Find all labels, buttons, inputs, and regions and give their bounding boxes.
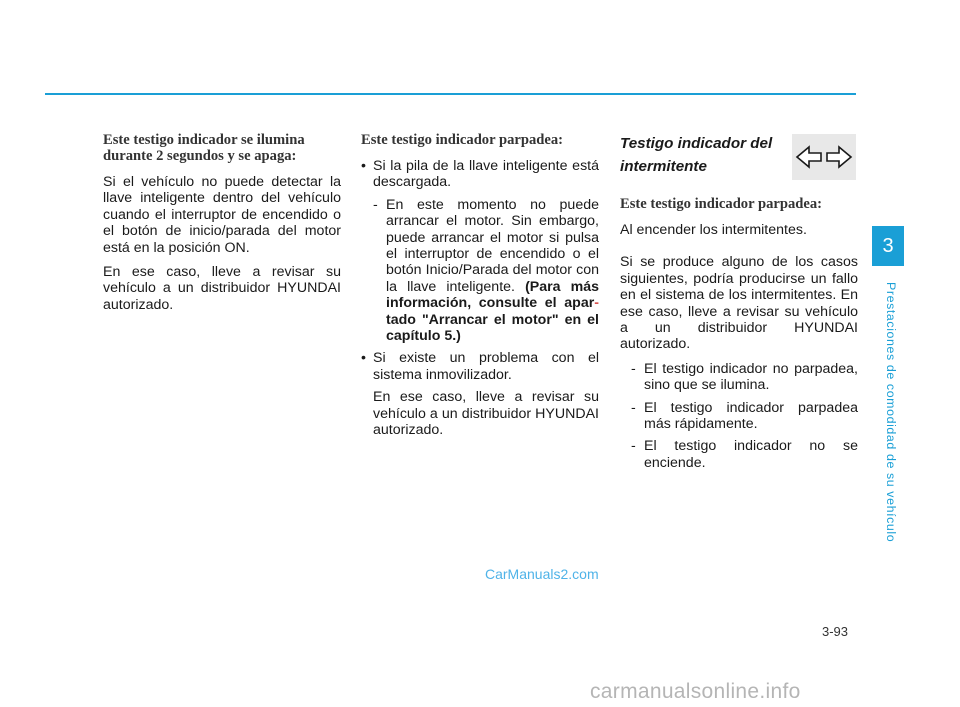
col3-paragraph-1: Al encender los intermitentes. bbox=[620, 222, 807, 238]
col3-heading: Este testigo indicador parpadea: bbox=[620, 196, 823, 212]
dash-marker: - bbox=[631, 438, 636, 455]
col3-title-line-1: Testigo indicador del bbox=[620, 135, 773, 152]
col3-title-line-2: intermitente bbox=[620, 158, 707, 175]
column-3 bbox=[620, 132, 858, 477]
col2-bullet-2 bbox=[361, 350, 599, 383]
col3-dash-1-text: El testigo indicador no parpadea, sino que se ilumina. bbox=[644, 360, 858, 394]
watermark: CarManuals2.com bbox=[485, 566, 599, 582]
dash-marker: - bbox=[373, 196, 378, 213]
col3-dash-3-text: El testigo indicador no se enciende. bbox=[644, 438, 858, 471]
col3-dash-1 bbox=[631, 361, 858, 394]
dash-marker: - bbox=[631, 360, 636, 377]
bullet-marker: • bbox=[361, 158, 366, 174]
col3-dash-2-text: El testigo indicador parpadea más rápidamente. bbox=[644, 399, 858, 433]
chapter-side-label: Prestaciones de comodidad de su vehículo bbox=[884, 282, 898, 543]
dash-marker: - bbox=[631, 399, 636, 416]
col1-paragraph-1: Si el vehículo no puede detectar la llave inteligente dentro del vehículo cuando el interruptor de encendido o el botón de inicio/parada del motor está en la posición ON. bbox=[103, 174, 341, 256]
col2-bullet-2-continuation: En ese caso, lleve a revisar su vehículo a un distribuidor HYUNDAI autorizado. bbox=[373, 389, 599, 439]
col2-bullet-2-text: Si existe un problema con el sistema inmovilizador. bbox=[373, 350, 599, 383]
col2-dash-1-hyphen: - bbox=[594, 295, 599, 312]
footer-watermark: carmanualsonline.info bbox=[590, 680, 801, 703]
col2-bullet-1 bbox=[361, 158, 599, 191]
col1-heading: Este testigo indicador se ilumina durante 2 segundos y se apaga: bbox=[103, 132, 305, 164]
col3-paragraph-2: Si se produce alguno de los casos siguientes, podría producirse un fallo en el sistema de los intermitentes. En ese caso, lleve a revisar su vehículo a un distribuidor HYUNDAI autorizado. bbox=[620, 254, 858, 353]
col1-paragraph-2: En ese caso, lleve a revisar su vehículo a un distribuidor HYUNDAI autorizado. bbox=[103, 264, 341, 313]
column-1 bbox=[103, 132, 341, 321]
turn-signal-arrows-svg bbox=[792, 134, 856, 180]
col3-dash-3 bbox=[631, 438, 858, 471]
turn-signal-arrows-icon bbox=[792, 134, 856, 180]
col2-dash-1-text: En este momento no puede arrancar el motor. Sin embargo, puede arrancar el motor si pulsa el interruptor de encendido o el botón Inicio/Parada del motor con la llave inteligente. bbox=[386, 196, 599, 295]
col2-heading: Este testigo indicador parpadea: bbox=[361, 132, 564, 148]
top-rule bbox=[45, 93, 856, 95]
page-number: 3-93 bbox=[822, 624, 849, 639]
col3-title bbox=[620, 132, 780, 178]
col2-dash-1-bold-b: tado "Arrancar el motor" en el capítulo 5.) bbox=[386, 311, 599, 345]
col2-dash-1 bbox=[373, 197, 599, 345]
col3-dash-2 bbox=[631, 400, 858, 433]
col2-bullet-1-text: Si la pila de la llave inteligente está descargada. bbox=[373, 158, 599, 191]
bullet-marker: • bbox=[361, 350, 366, 367]
chapter-tab: 3 bbox=[872, 226, 904, 266]
col2-dash-1-bold-a: (Para más información, consulte el apar bbox=[386, 278, 600, 312]
column-2 bbox=[361, 132, 599, 447]
